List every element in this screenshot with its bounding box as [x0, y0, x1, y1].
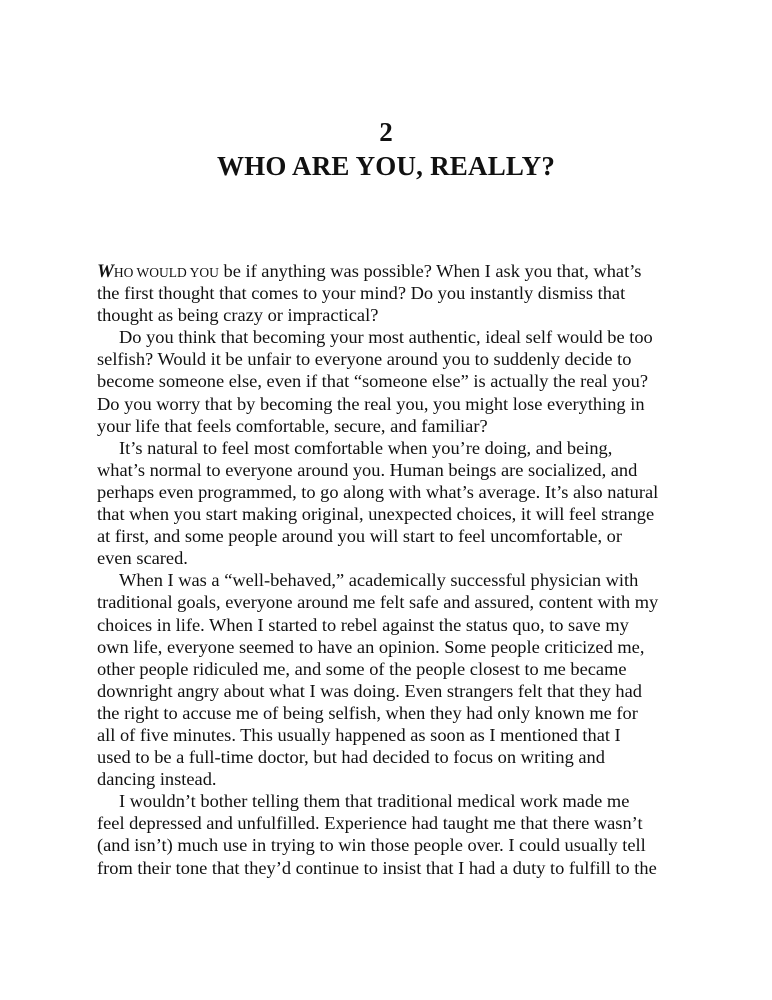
- text-line: even scared.: [97, 548, 188, 569]
- text-line: at first, and some people around you will start to feel uncomfortable, or: [97, 526, 623, 547]
- opening-text: be if anything was possible? When I ask you that, what’s: [218, 261, 642, 281]
- text-line: from their tone that they’d continue to insist that I had a duty to fulfill to the: [97, 857, 657, 878]
- chapter-number: 2: [379, 117, 393, 147]
- chapter-body: [97, 260, 677, 879]
- text-line: all of five minutes. This usually happened as soon as I mentioned that I: [97, 724, 621, 745]
- text-line: (and isn’t) much use in trying to win those people over. I could usually tell: [97, 835, 646, 856]
- paragraph-start-line: I wouldn’t bother telling them that traditional medical work made me: [119, 791, 630, 812]
- text-line: feel depressed and unfulfilled. Experience had taught me that there wasn’t: [97, 813, 643, 834]
- drop-cap: W: [97, 261, 114, 282]
- text-line: perhaps even programmed, to go along with what’s average. It’s also natural: [97, 481, 659, 502]
- text-line: own life, everyone seemed to have an opinion. Some people criticized me,: [97, 636, 645, 657]
- paragraph-start-line: It’s natural to feel most comfortable when you’re doing, and being,: [119, 437, 613, 458]
- text-line: used to be a full-time doctor, but had decided to focus on writing and: [97, 747, 605, 768]
- paragraph-start-line: When I was a “well-behaved,” academically successful physician with: [119, 570, 639, 591]
- text-line: traditional goals, everyone around me felt safe and assured, content with my: [97, 592, 659, 613]
- text-line: the first thought that comes to your mind? Do you instantly dismiss that: [97, 283, 626, 304]
- text-line: other people ridiculed me, and some of the people closest to me became: [97, 658, 627, 679]
- opening-smallcaps: HO WOULD YOU: [113, 265, 219, 280]
- text-line: the right to accuse me of being selfish, when they had only known me for: [97, 702, 638, 723]
- text-line: thought as being crazy or impractical?: [97, 305, 379, 326]
- text-line: selfish? Would it be unfair to everyone around you to suddenly decide to: [97, 349, 632, 370]
- text-line: become someone else, even if that “someone else” is actually the real you?: [97, 371, 648, 392]
- chapter-title: WHO ARE YOU, REALLY?: [216, 151, 556, 181]
- opening-line: [97, 260, 677, 282]
- text-line: that when you start making original, unexpected choices, it will feel strange: [97, 504, 655, 525]
- text-line: Do you worry that by becoming the real you, you might lose everything in: [97, 393, 645, 414]
- text-line: choices in life. When I started to rebel against the status quo, to save my: [97, 614, 629, 635]
- paragraph-start-line: Do you think that becoming your most authentic, ideal self would be too: [119, 327, 653, 348]
- text-line: your life that feels comfortable, secure, and familiar?: [97, 415, 488, 436]
- text-line: what’s normal to everyone around you. Human beings are socialized, and: [97, 459, 638, 480]
- text-line: dancing instead.: [97, 769, 217, 790]
- text-line: downright angry about what I was doing. Even strangers felt that they had: [97, 680, 642, 701]
